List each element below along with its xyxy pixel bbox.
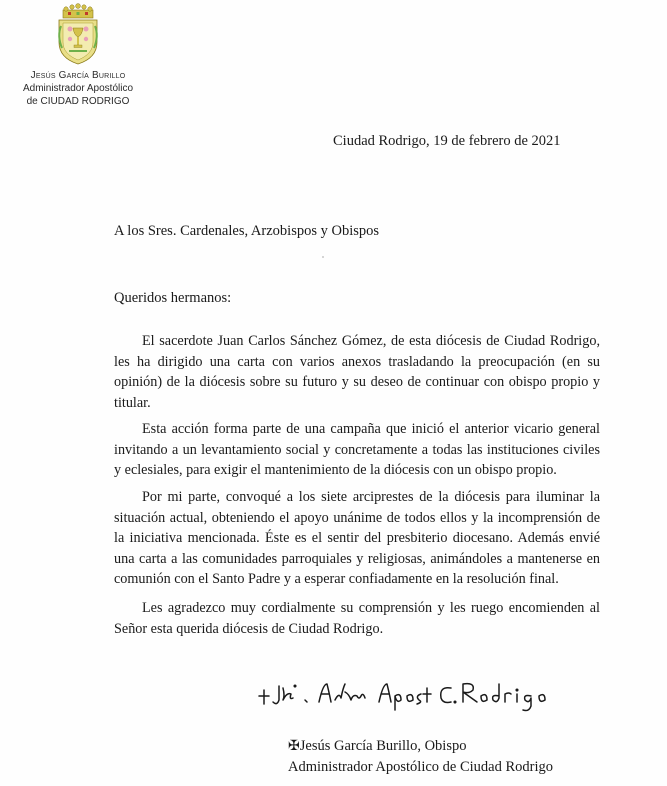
scan-speck xyxy=(322,256,324,258)
body-paragraph-4 xyxy=(114,598,600,639)
body-paragraph-3 xyxy=(114,487,600,590)
signer-name: Jesús García Burillo, Obispo xyxy=(299,738,467,754)
cross-icon: ✠ xyxy=(288,739,300,754)
body-paragraph-1 xyxy=(114,331,600,413)
letterhead-diocese: de CIUDAD RODRIGO xyxy=(26,96,130,107)
letter-date: Ciudad Rodrigo, 19 de febrero de 2021 xyxy=(333,133,561,149)
paragraph-text: Les agradezco muy cordialmente su comprensión y les ruego encomienden al Señor esta querida diócesis de Ciudad Rodrigo. xyxy=(114,600,600,637)
paragraph-text: Por mi parte, convoqué a los siete arciprestes de la diócesis para iluminar la situación actual, obteniendo el apoyo unánime de todos ellos y la incomprensión de la iniciativa mencionada. Éste es el sentir del presbiterio diocesano. Además envié una carta a las comunidades parroquiales y religiosas, animándoles a mantenerse en comunión con el Santo Padre y a esperar confiadamente en la resolución final. xyxy=(114,489,600,587)
signer-name-line xyxy=(288,736,553,757)
episcopal-crest-icon xyxy=(51,2,105,66)
letterhead-role: Administrador Apostólico xyxy=(22,83,134,94)
signer-block xyxy=(288,736,553,777)
letterhead-name: Jesús García Burillo xyxy=(30,70,126,81)
letterhead xyxy=(0,69,156,108)
salutation: Queridos hermanos: xyxy=(114,290,232,306)
paragraph-text: El sacerdote Juan Carlos Sánchez Gómez, de esta diócesis de Ciudad Rodrigo, les ha dirigido una carta con varios anexos trasladando la preocupación (en su opinión) de la diócesis sobre su futuro y su deseo de continuar con obispo propio y titular. xyxy=(114,333,600,411)
signer-title: Administrador Apostólico de Ciudad Rodrigo xyxy=(288,759,554,775)
addressee: A los Sres. Cardenales, Arzobispos y Obispos xyxy=(114,223,380,239)
body-paragraph-2 xyxy=(114,419,600,481)
handwritten-signature xyxy=(255,674,555,714)
paragraph-text: Esta acción forma parte de una campaña que inició el anterior vicario general invitando a un levantamiento social y concretamente a todas las instituciones civiles y eclesiales, para exigir el mantenimiento de la diócesis con un obispo propio. xyxy=(114,421,600,478)
